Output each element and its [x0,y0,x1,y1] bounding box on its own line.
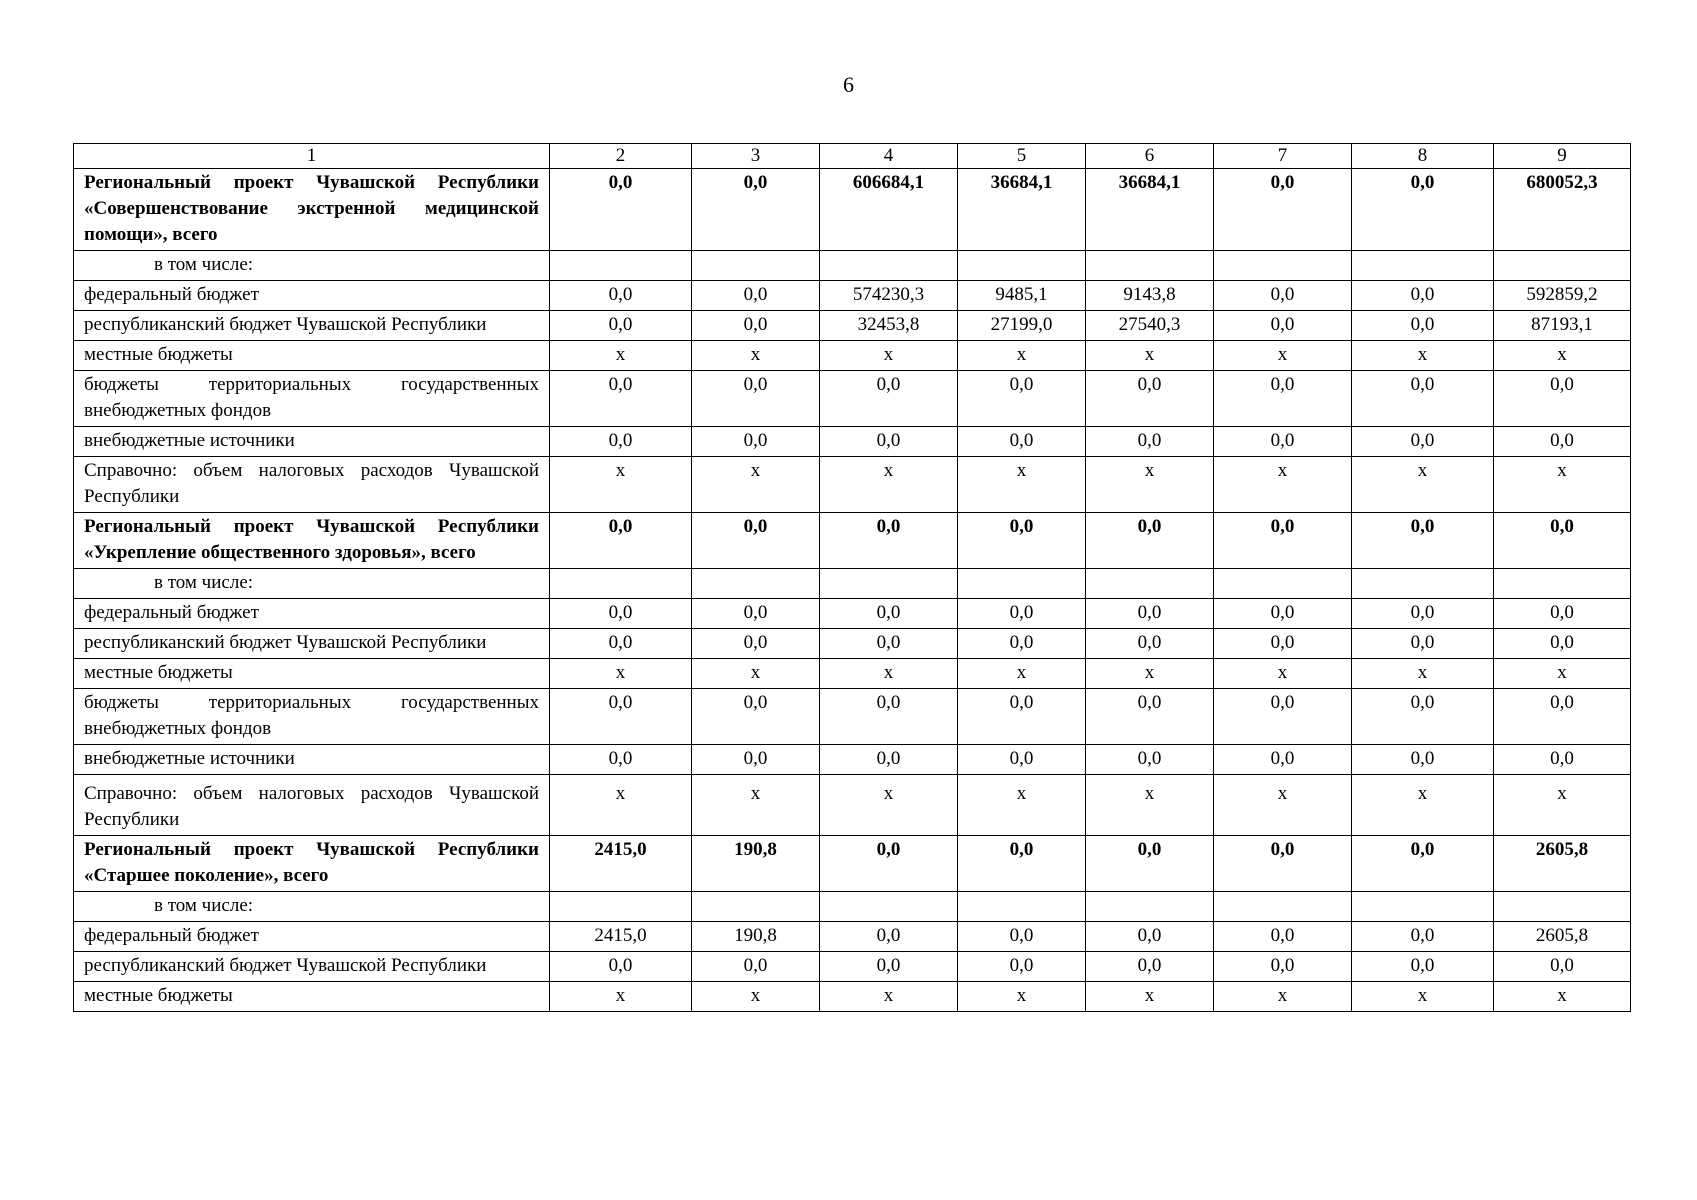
value-cell: 0,0 [550,689,692,745]
row-label: местные бюджеты [74,982,550,1012]
value-cell [958,251,1086,281]
value-cell: 0,0 [692,952,820,982]
row-label: Справочно: объем налоговых расходов Чувашской Республики [74,775,550,836]
value-cell [1086,892,1214,922]
value-cell: 0,0 [1214,281,1352,311]
value-cell [820,892,958,922]
value-cell: 0,0 [1214,689,1352,745]
value-cell: 574230,3 [820,281,958,311]
value-cell: 0,0 [692,281,820,311]
table-row [74,427,1631,457]
table-row [74,982,1631,1012]
value-cell: 0,0 [550,311,692,341]
column-number-4: 4 [820,144,958,169]
column-number-6: 6 [1086,144,1214,169]
row-label: внебюджетные источники [74,745,550,775]
table-row [74,457,1631,513]
value-cell [692,251,820,281]
value-cell [1086,569,1214,599]
value-cell: x [1494,775,1631,836]
value-cell: 0,0 [1086,689,1214,745]
column-number-row [74,144,1631,169]
value-cell: 0,0 [1494,599,1631,629]
value-cell: 0,0 [820,599,958,629]
value-cell: 0,0 [1352,427,1494,457]
value-cell: 0,0 [1214,513,1352,569]
value-cell: x [692,457,820,513]
table-row [74,569,1631,599]
row-label: местные бюджеты [74,341,550,371]
value-cell: 0,0 [692,311,820,341]
value-cell [550,251,692,281]
value-cell: 0,0 [1086,427,1214,457]
project-total-label: Региональный проект Чувашской Республики «Укрепление общественного здоровья», всего [74,513,550,569]
value-cell: 0,0 [1086,513,1214,569]
value-cell: 9143,8 [1086,281,1214,311]
row-label: республиканский бюджет Чувашской Республики [74,952,550,982]
value-cell [1352,569,1494,599]
value-cell: x [1086,982,1214,1012]
value-cell: 36684,1 [1086,169,1214,251]
value-cell: 0,0 [958,689,1086,745]
value-cell: 0,0 [1352,836,1494,892]
value-cell: 0,0 [1214,599,1352,629]
value-cell: 0,0 [692,745,820,775]
value-cell: x [692,341,820,371]
column-number-8: 8 [1352,144,1494,169]
table-body [74,169,1631,1012]
value-cell [1214,569,1352,599]
value-cell [1494,569,1631,599]
table-row [74,775,1631,836]
row-label: в том числе: [74,569,550,599]
value-cell: 0,0 [550,281,692,311]
row-label: в том числе: [74,892,550,922]
value-cell: 0,0 [1214,371,1352,427]
value-cell: x [550,982,692,1012]
value-cell: 0,0 [550,169,692,251]
value-cell: x [1352,659,1494,689]
value-cell: x [820,659,958,689]
value-cell: 0,0 [1494,629,1631,659]
table-row [74,689,1631,745]
table-row [74,513,1631,569]
value-cell: 0,0 [820,513,958,569]
value-cell [1214,892,1352,922]
value-cell: 0,0 [1214,311,1352,341]
value-cell: 0,0 [1086,952,1214,982]
value-cell: x [820,775,958,836]
value-cell: 0,0 [1086,371,1214,427]
value-cell: x [692,982,820,1012]
value-cell: 0,0 [1494,745,1631,775]
value-cell: 2415,0 [550,922,692,952]
value-cell: 0,0 [1494,427,1631,457]
value-cell: 87193,1 [1494,311,1631,341]
table-row [74,169,1631,251]
value-cell: x [1352,341,1494,371]
value-cell: 0,0 [958,922,1086,952]
value-cell: 0,0 [550,513,692,569]
value-cell: 32453,8 [820,311,958,341]
value-cell: x [820,457,958,513]
value-cell: 680052,3 [1494,169,1631,251]
value-cell: 0,0 [692,513,820,569]
table-row [74,281,1631,311]
table-row [74,659,1631,689]
value-cell: 0,0 [1494,689,1631,745]
value-cell: 0,0 [1352,689,1494,745]
column-number-5: 5 [958,144,1086,169]
value-cell: 0,0 [1352,599,1494,629]
value-cell: 0,0 [820,952,958,982]
value-cell: x [1086,457,1214,513]
value-cell: 0,0 [1352,513,1494,569]
value-cell: 27540,3 [1086,311,1214,341]
value-cell: 0,0 [550,427,692,457]
value-cell: x [1494,341,1631,371]
row-label: федеральный бюджет [74,281,550,311]
table-row [74,629,1631,659]
value-cell: 0,0 [1214,745,1352,775]
value-cell: 0,0 [1214,169,1352,251]
row-label: федеральный бюджет [74,599,550,629]
row-label: Справочно: объем налоговых расходов Чувашской Республики [74,457,550,513]
value-cell: x [1494,982,1631,1012]
table-row [74,922,1631,952]
value-cell: 0,0 [550,745,692,775]
table-row [74,341,1631,371]
value-cell: 0,0 [1214,629,1352,659]
value-cell: x [1214,341,1352,371]
value-cell: 0,0 [820,629,958,659]
table-row [74,952,1631,982]
value-cell: 0,0 [1214,427,1352,457]
value-cell: x [958,775,1086,836]
value-cell: x [1214,775,1352,836]
value-cell: 0,0 [1352,952,1494,982]
value-cell: x [1214,982,1352,1012]
value-cell: 0,0 [820,922,958,952]
value-cell: 0,0 [1352,745,1494,775]
table-row [74,251,1631,281]
value-cell: x [958,457,1086,513]
row-label: бюджеты территориальных государственных внебюджетных фондов [74,371,550,427]
value-cell [1494,892,1631,922]
value-cell: x [550,775,692,836]
value-cell: 0,0 [958,513,1086,569]
value-cell: 0,0 [1214,922,1352,952]
value-cell: 0,0 [692,689,820,745]
value-cell [692,892,820,922]
value-cell: x [1352,457,1494,513]
value-cell: 0,0 [958,427,1086,457]
value-cell: 0,0 [1086,745,1214,775]
value-cell: 0,0 [1352,922,1494,952]
value-cell: 2605,8 [1494,836,1631,892]
value-cell: 9485,1 [958,281,1086,311]
value-cell: 190,8 [692,836,820,892]
value-cell: x [1086,341,1214,371]
value-cell: 0,0 [1352,311,1494,341]
value-cell: x [1494,457,1631,513]
value-cell: x [958,341,1086,371]
value-cell: x [1494,659,1631,689]
table-row [74,371,1631,427]
value-cell: 0,0 [550,629,692,659]
value-cell: 0,0 [1494,513,1631,569]
value-cell: 0,0 [692,169,820,251]
table-row [74,836,1631,892]
value-cell: 0,0 [1352,371,1494,427]
value-cell: x [550,659,692,689]
value-cell: 27199,0 [958,311,1086,341]
value-cell: x [1352,982,1494,1012]
value-cell: x [958,982,1086,1012]
value-cell: 0,0 [1214,836,1352,892]
column-number-9: 9 [1494,144,1631,169]
value-cell: 0,0 [692,629,820,659]
value-cell: 36684,1 [958,169,1086,251]
row-label: внебюджетные источники [74,427,550,457]
value-cell: 0,0 [1352,281,1494,311]
value-cell [1214,251,1352,281]
value-cell: x [550,457,692,513]
value-cell: 0,0 [1494,371,1631,427]
value-cell [692,569,820,599]
value-cell: x [550,341,692,371]
value-cell: x [692,775,820,836]
value-cell: 0,0 [692,371,820,427]
value-cell: 0,0 [820,371,958,427]
value-cell: 0,0 [1086,836,1214,892]
value-cell: x [958,659,1086,689]
value-cell: 190,8 [692,922,820,952]
value-cell: 606684,1 [820,169,958,251]
value-cell: 0,0 [820,745,958,775]
project-total-label: Региональный проект Чувашской Республики «Старшее поколение», всего [74,836,550,892]
row-label: федеральный бюджет [74,922,550,952]
value-cell: 0,0 [820,427,958,457]
value-cell: 0,0 [958,836,1086,892]
value-cell [958,569,1086,599]
budget-table [73,143,1631,1012]
value-cell: 0,0 [958,371,1086,427]
value-cell: 0,0 [1352,169,1494,251]
value-cell: 0,0 [1352,629,1494,659]
value-cell: x [1352,775,1494,836]
value-cell: x [1214,457,1352,513]
value-cell [820,251,958,281]
column-number-3: 3 [692,144,820,169]
value-cell [550,569,692,599]
value-cell: x [820,982,958,1012]
value-cell: 592859,2 [1494,281,1631,311]
value-cell: 0,0 [820,689,958,745]
value-cell: 0,0 [692,427,820,457]
row-label: в том числе: [74,251,550,281]
table-row [74,745,1631,775]
value-cell [958,892,1086,922]
value-cell: 2415,0 [550,836,692,892]
column-number-7: 7 [1214,144,1352,169]
value-cell: 0,0 [1214,952,1352,982]
value-cell: x [692,659,820,689]
value-cell [820,569,958,599]
value-cell [1494,251,1631,281]
value-cell [1352,251,1494,281]
value-cell: 0,0 [958,745,1086,775]
project-total-label: Региональный проект Чувашской Республики «Совершенствование экстренной медицинской помощи», всего [74,169,550,251]
table-row [74,892,1631,922]
value-cell: x [1086,775,1214,836]
row-label: местные бюджеты [74,659,550,689]
value-cell: x [1214,659,1352,689]
row-label: бюджеты территориальных государственных внебюджетных фондов [74,689,550,745]
value-cell: x [820,341,958,371]
value-cell: x [1086,659,1214,689]
value-cell: 2605,8 [1494,922,1631,952]
value-cell: 0,0 [820,836,958,892]
column-number-1: 1 [74,144,550,169]
value-cell [550,892,692,922]
value-cell [1086,251,1214,281]
value-cell: 0,0 [550,371,692,427]
value-cell: 0,0 [692,599,820,629]
value-cell [1352,892,1494,922]
value-cell: 0,0 [1086,629,1214,659]
value-cell: 0,0 [958,952,1086,982]
table-row [74,599,1631,629]
value-cell: 0,0 [958,629,1086,659]
value-cell: 0,0 [550,599,692,629]
value-cell: 0,0 [1494,952,1631,982]
row-label: республиканский бюджет Чувашской Республики [74,629,550,659]
value-cell: 0,0 [550,952,692,982]
page-number: 6 [843,72,854,97]
value-cell: 0,0 [958,599,1086,629]
table-row [74,311,1631,341]
column-number-2: 2 [550,144,692,169]
value-cell: 0,0 [1086,922,1214,952]
value-cell: 0,0 [1086,599,1214,629]
row-label: республиканский бюджет Чувашской Республики [74,311,550,341]
